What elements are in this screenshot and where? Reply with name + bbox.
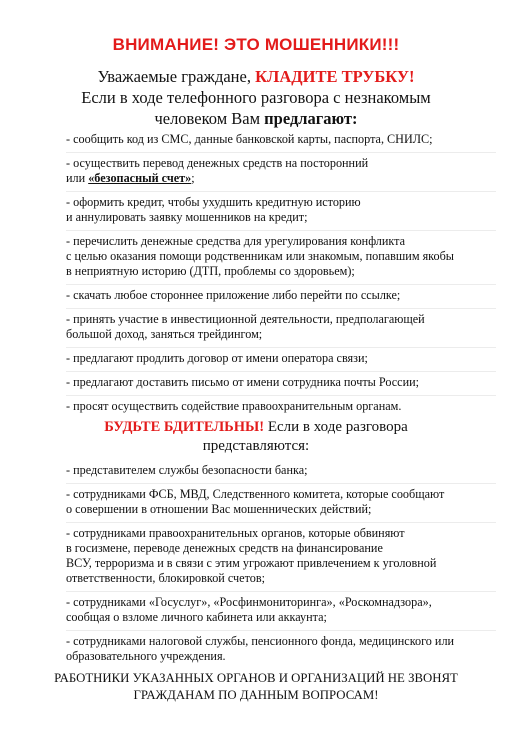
offer-item (66, 399, 496, 414)
impersonator-line: - сотрудниками ФСБ, МВД, Следственного комитета, которые сообщают (66, 487, 445, 501)
offer-item (66, 288, 496, 303)
impersonator-line: - сотрудниками налоговой службы, пенсионного фонда, медицинского или (66, 634, 455, 648)
vigilance-heading (0, 418, 512, 456)
impersonators-list (66, 463, 496, 664)
impersonator-line: о совершении в отношении Вас мошеннических действий; (66, 502, 372, 516)
offer-line: в неприятную историю (ДТП, проблемы со здоровьем); (66, 264, 355, 278)
impersonator-item (66, 463, 496, 478)
impersonator-line: сообщая о взломе личного кабинета или аккаунта; (66, 610, 327, 624)
offer-line: - сообщить код из СМС, данные банковской карты, паспорта, СНИЛС; (66, 132, 433, 146)
offer-item (66, 132, 496, 147)
impersonator-item (66, 595, 496, 625)
offer-item (66, 312, 496, 342)
impersonator-line: ответственности, блокировкой счетов; (66, 571, 265, 585)
offer-line: - скачать любое стороннее приложение либо перейти по ссылке; (66, 288, 401, 302)
impersonator-line: образовательного учреждения. (66, 649, 226, 663)
intro-line-3 (0, 108, 512, 129)
offer-line: - предлагают продлить договор от имени оператора связи; (66, 351, 368, 365)
divider (66, 308, 496, 309)
offer-item (66, 156, 496, 186)
divider (66, 630, 496, 631)
offer-line: - предлагают доставить письмо от имени сотрудника почты России; (66, 375, 420, 389)
impersonator-item (66, 526, 496, 586)
safe-account-emphasis: «безопасный счет» (88, 171, 192, 185)
vigilance-warning: БУДЬТЕ БДИТЕЛЬНЫ! (104, 419, 265, 435)
intro-line-2: Если в ходе телефонного разговора с незнакомым (81, 88, 431, 107)
intro-line-1 (0, 66, 512, 87)
impersonator-item (66, 634, 496, 664)
divider (66, 591, 496, 592)
offer-line-start: или (66, 171, 89, 185)
intro-greeting: Уважаемые граждане, (97, 67, 256, 86)
offer-line: - перечислить денежные средства для урегулирования конфликта (66, 234, 406, 248)
intro (0, 66, 512, 129)
footer-line-1: РАБОТНИКИ УКАЗАННЫХ ОРГАНОВ И ОРГАНИЗАЦИЙ НЕ ЗВОНЯТ (54, 671, 458, 685)
footer-notice (0, 670, 512, 704)
vigilance-line-1 (0, 418, 512, 437)
offer-line: с целью оказания помощи родственникам или знакомым, попавшим якобы (66, 249, 454, 263)
divider (66, 522, 496, 523)
offer-line: - просят осуществить содействие правоохранительным органам. (66, 399, 402, 413)
intro-hang-up: КЛАДИТЕ ТРУБКУ! (255, 67, 415, 86)
offer-item (66, 351, 496, 366)
intro-offers-label: предлагают: (264, 109, 358, 128)
page-title: ВНИМАНИЕ! ЭТО МОШЕННИКИ!!! (112, 35, 400, 54)
impersonator-line: - сотрудниками «Госуслуг», «Росфинмониторинга», «Роскомнадзора», (66, 595, 432, 609)
impersonator-line: в госизмене, переводе денежных средств на финансирование (66, 541, 383, 555)
impersonator-line: ВСУ, терроризма и в связи с этим угрожают привлечением к уголовной (66, 556, 437, 570)
impersonator-line: - представителем службы безопасности банка; (66, 463, 308, 477)
divider (66, 395, 496, 396)
offer-line: большой доход, заняться трейдингом; (66, 327, 263, 341)
offer-item (66, 195, 496, 225)
divider (66, 152, 496, 153)
divider (66, 347, 496, 348)
offer-line (66, 171, 496, 186)
offers-list (66, 132, 496, 414)
offer-line: - принять участие в инвестиционной деятельности, предполагающей (66, 312, 425, 326)
offer-item (66, 234, 496, 279)
divider (66, 191, 496, 192)
offer-line: - осуществить перевод денежных средств на посторонний (66, 156, 369, 170)
vigilance-rest: Если в ходе разговора (264, 419, 408, 435)
intro-line-3-start: человеком Вам (154, 109, 265, 128)
impersonator-line: - сотрудниками правоохранительных органов, которые обвиняют (66, 526, 405, 540)
impersonator-item (66, 487, 496, 517)
vigilance-line-2: представляются: (202, 438, 310, 454)
offer-line: - оформить кредит, чтобы ухудшить кредитную историю (66, 195, 361, 209)
offer-item (66, 375, 496, 390)
offer-line-end: ; (191, 171, 195, 185)
divider (66, 483, 496, 484)
divider (66, 230, 496, 231)
divider (66, 284, 496, 285)
footer-line-2: ГРАЖДАНАМ ПО ДАННЫМ ВОПРОСАМ! (133, 688, 379, 702)
offer-line: и аннулировать заявку мошенников на кредит; (66, 210, 308, 224)
divider (66, 371, 496, 372)
